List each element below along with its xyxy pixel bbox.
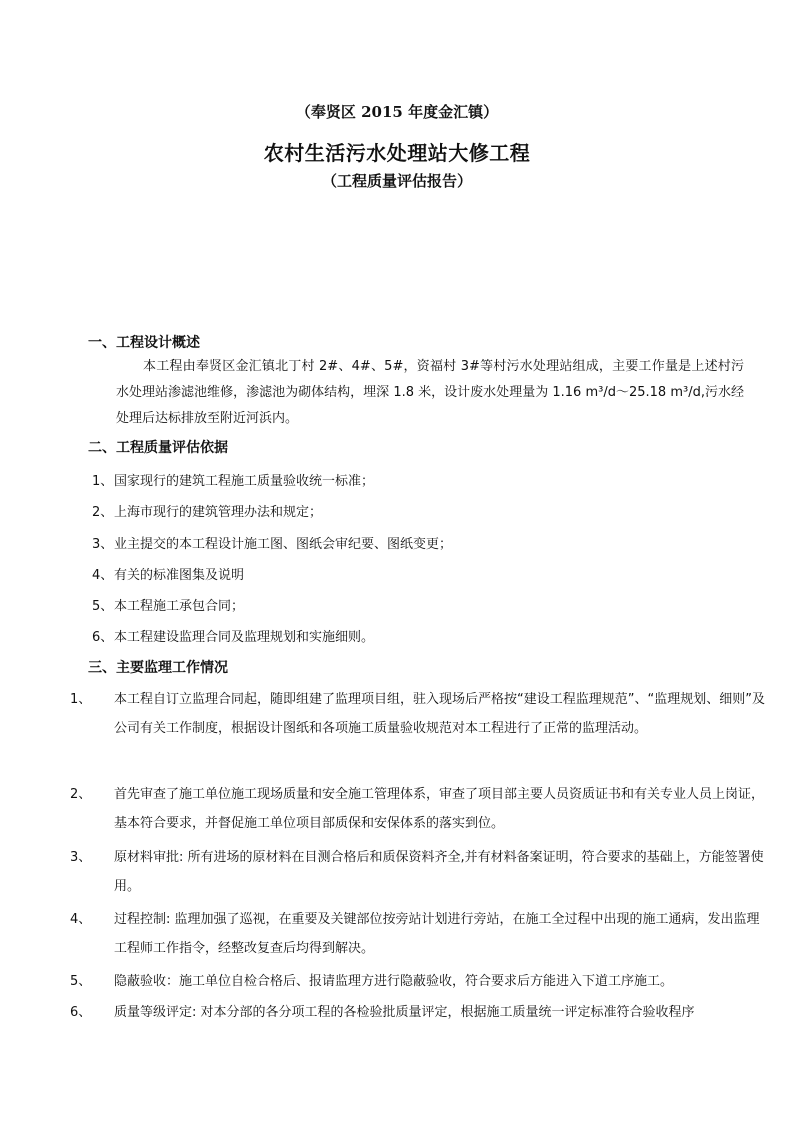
item-number: 5、 bbox=[92, 599, 114, 614]
basis-item bbox=[92, 530, 744, 559]
section1-heading: 一、工程设计概述 bbox=[88, 335, 200, 351]
work-item bbox=[70, 905, 766, 963]
item-number: 5、 bbox=[70, 974, 92, 989]
item-text: 隐蔽验收：施工单位自检合格后、报请监理方进行隐蔽验收，符合要求后方能进入下道工序施工。 bbox=[114, 974, 674, 989]
item-text: 首先审查了施工单位施工现场质量和安全施工管理体系，审查了项目部主要人员资质证书和有关专业人员上岗证，基本符合要求，并督促施工单位项目部质保和安保体系的落实到位。 bbox=[114, 787, 765, 831]
item-number: 4、 bbox=[70, 912, 92, 927]
item-number: 6、 bbox=[70, 1005, 92, 1020]
work-item bbox=[70, 780, 766, 838]
basis-item bbox=[92, 623, 744, 652]
item-text: 本工程建设监理合同及监理规划和实施细则。 bbox=[114, 630, 375, 645]
document-title: 农村生活污水处理站大修工程 bbox=[263, 141, 531, 165]
work-item bbox=[70, 843, 766, 901]
work-item bbox=[70, 998, 766, 1027]
item-number: 2、 bbox=[70, 787, 92, 802]
item-text: 本工程自订立监理合同起，随即组建了监理项目组，驻入现场后严格按“建设工程监理规范”、“监理规划、细则”及公司有关工作制度，根据设计图纸和各项施工质量验收规范对本工程进行了正常的监理活动。 bbox=[114, 692, 765, 736]
document-subtitle-top: （奉贤区 2015 年度金汇镇） bbox=[295, 103, 499, 121]
section1-paragraph: 本工程由奉贤区金汇镇北丁村 2#、4#、5#，资福村 3#等村污水处理站组成，主要工作量是上述村污水处理站渗滤池维修，渗滤池为砌体结构，埋深 1.8 米，设计废水处理量为 1.16 m³/d～25.18 m³/d,污水经处理后达标排放至附近河浜内。 bbox=[116, 359, 744, 426]
item-text: 原材料审批: 所有进场的原材料在目测合格后和质保资料齐全,并有材料备案证明，符合要求的基础上，方能签署使用。 bbox=[114, 850, 764, 894]
item-text: 过程控制: 监理加强了巡视，在重要及关键部位按旁站计划进行旁站，在施工全过程中出现的施工通病，发出监理工程师工作指令，经整改复查后均得到解决。 bbox=[114, 912, 760, 956]
work-item bbox=[70, 967, 766, 996]
basis-item bbox=[92, 498, 744, 527]
basis-item bbox=[92, 561, 744, 590]
basis-item bbox=[92, 467, 744, 496]
work-item bbox=[70, 685, 766, 743]
basis-item bbox=[92, 592, 744, 621]
item-text: 质量等级评定: 对本分部的各分项工程的各检验批质量评定，根据施工质量统一评定标准符合验收程序 bbox=[114, 1005, 695, 1020]
document-subtitle-bottom: （工程质量评估报告） bbox=[321, 172, 472, 190]
item-text: 业主提交的本工程设计施工图、图纸会审纪要、图纸变更； bbox=[114, 537, 453, 552]
item-text: 上海市现行的建筑管理办法和规定； bbox=[114, 505, 323, 520]
item-number: 1、 bbox=[92, 474, 114, 489]
section3-heading: 三、主要监理工作情况 bbox=[88, 660, 228, 676]
item-number: 1、 bbox=[70, 692, 92, 707]
item-text: 国家现行的建筑工程施工质量验收统一标准； bbox=[114, 474, 375, 489]
item-number: 4、 bbox=[92, 568, 114, 583]
item-text: 有关的标准图集及说明 bbox=[114, 568, 245, 583]
section2-heading: 二、工程质量评估依据 bbox=[88, 440, 228, 456]
item-number: 3、 bbox=[92, 537, 114, 552]
item-number: 6、 bbox=[92, 630, 114, 645]
item-number: 3、 bbox=[70, 850, 92, 865]
item-number: 2、 bbox=[92, 505, 114, 520]
item-text: 本工程施工承包合同； bbox=[114, 599, 245, 614]
